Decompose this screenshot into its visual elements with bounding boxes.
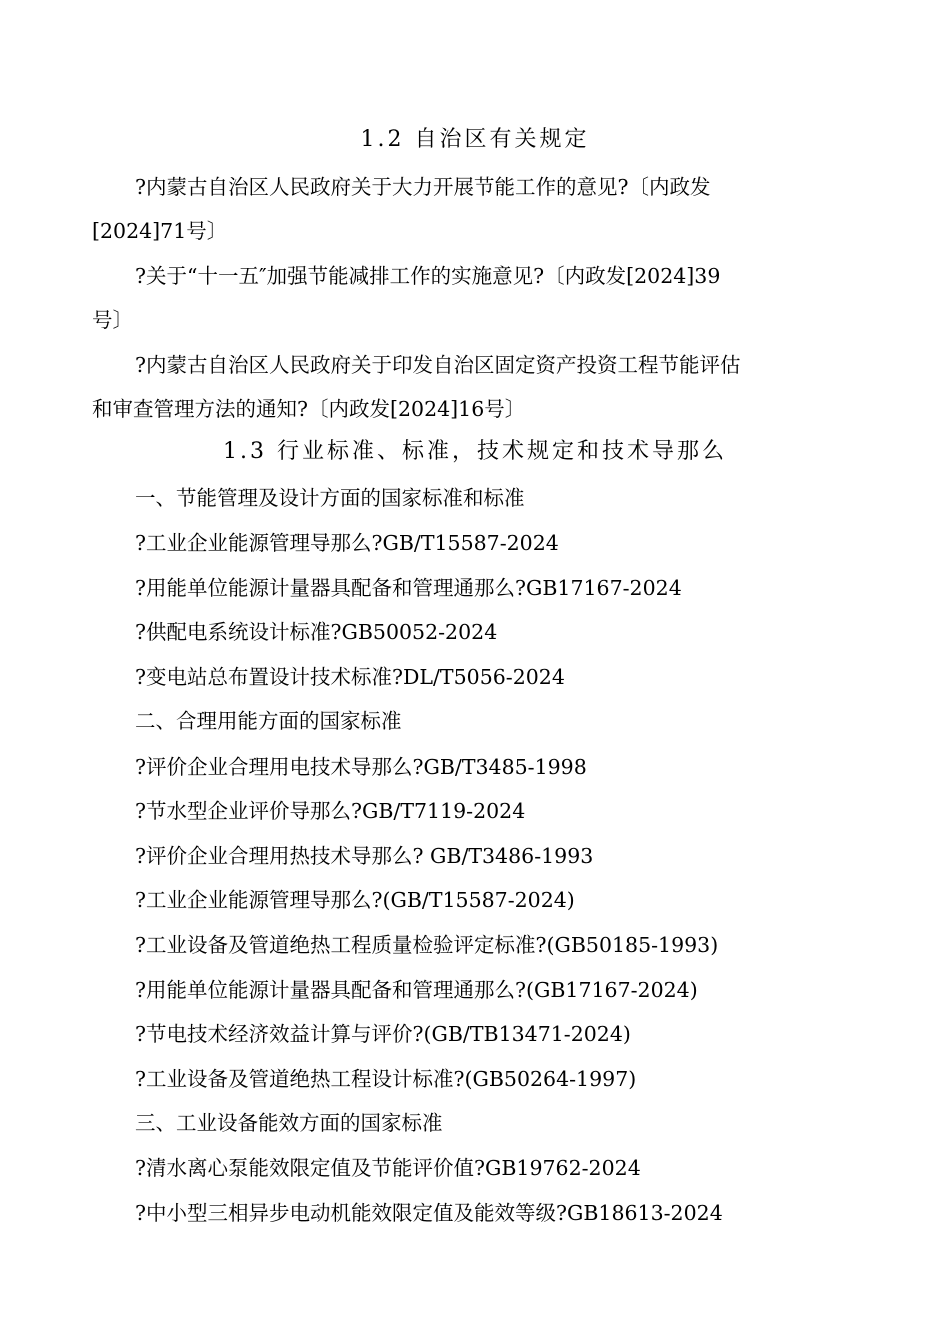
regulation-2-line-1: ?关于“十一五″加强节能减排工作的实施意见?〔内政发[2024]39 xyxy=(135,264,721,288)
list-item: ?工业企业能源管理导那么?(GB/T15587-2024) xyxy=(135,888,575,912)
heading-1-3: 1.3 行业标准、标准，技术规定和技术导那么 xyxy=(223,439,727,464)
list-item: ?供配电系统设计标准?GB50052-2024 xyxy=(135,620,498,644)
heading-1-2: 1.2 自治区有关规定 xyxy=(360,127,590,152)
section-1-title: 一、节能管理及设计方面的国家标准和标准 xyxy=(135,486,525,510)
list-item: ?节水型企业评价导那么?GB/T7119-2024 xyxy=(135,799,526,823)
list-item: ?工业设备及管道绝热工程设计标准?(GB50264-1997) xyxy=(135,1067,637,1091)
regulation-2-line-2: 号〕 xyxy=(92,308,133,332)
section-3-title: 三、工业设备能效方面的国家标准 xyxy=(135,1111,443,1135)
list-item: ?清水离心泵能效限定值及节能评价值?GB19762-2024 xyxy=(135,1156,641,1180)
list-item: ?工业企业能源管理导那么?GB/T15587-2024 xyxy=(135,531,559,555)
list-item: ?评价企业合理用热技术导那么? GB/T3486-1993 xyxy=(135,844,594,868)
section-2-title: 二、合理用能方面的国家标准 xyxy=(135,709,402,733)
regulation-3-line-1: ?内蒙古自治区人民政府关于印发自治区固定资产投资工程节能评估 xyxy=(135,353,741,377)
list-item: ?用能单位能源计量器具配备和管理通那么?GB17167-2024 xyxy=(135,576,682,600)
list-item: ?变电站总布置设计技术标准?DL/T5056-2024 xyxy=(135,665,565,689)
list-item: ?用能单位能源计量器具配备和管理通那么?(GB17167-2024) xyxy=(135,978,698,1002)
list-item: ?评价企业合理用电技术导那么?GB/T3485-1998 xyxy=(135,755,587,779)
list-item: ?工业设备及管道绝热工程质量检验评定标准?(GB50185-1993) xyxy=(135,933,719,957)
regulation-1-line-1: ?内蒙古自治区人民政府关于大力开展节能工作的意见?〔内政发 xyxy=(135,175,711,199)
regulation-3-line-2: 和审查管理方法的通知?〔内政发[2024]16号〕 xyxy=(92,397,526,421)
list-item: ?中小型三相异步电动机能效限定值及能效等级?GB18613-2024 xyxy=(135,1201,723,1225)
list-item: ?节电技术经济效益计算与评价?(GB/TB13471-2024) xyxy=(135,1022,631,1046)
regulation-1-line-2: [2024]71号〕 xyxy=(92,219,228,243)
